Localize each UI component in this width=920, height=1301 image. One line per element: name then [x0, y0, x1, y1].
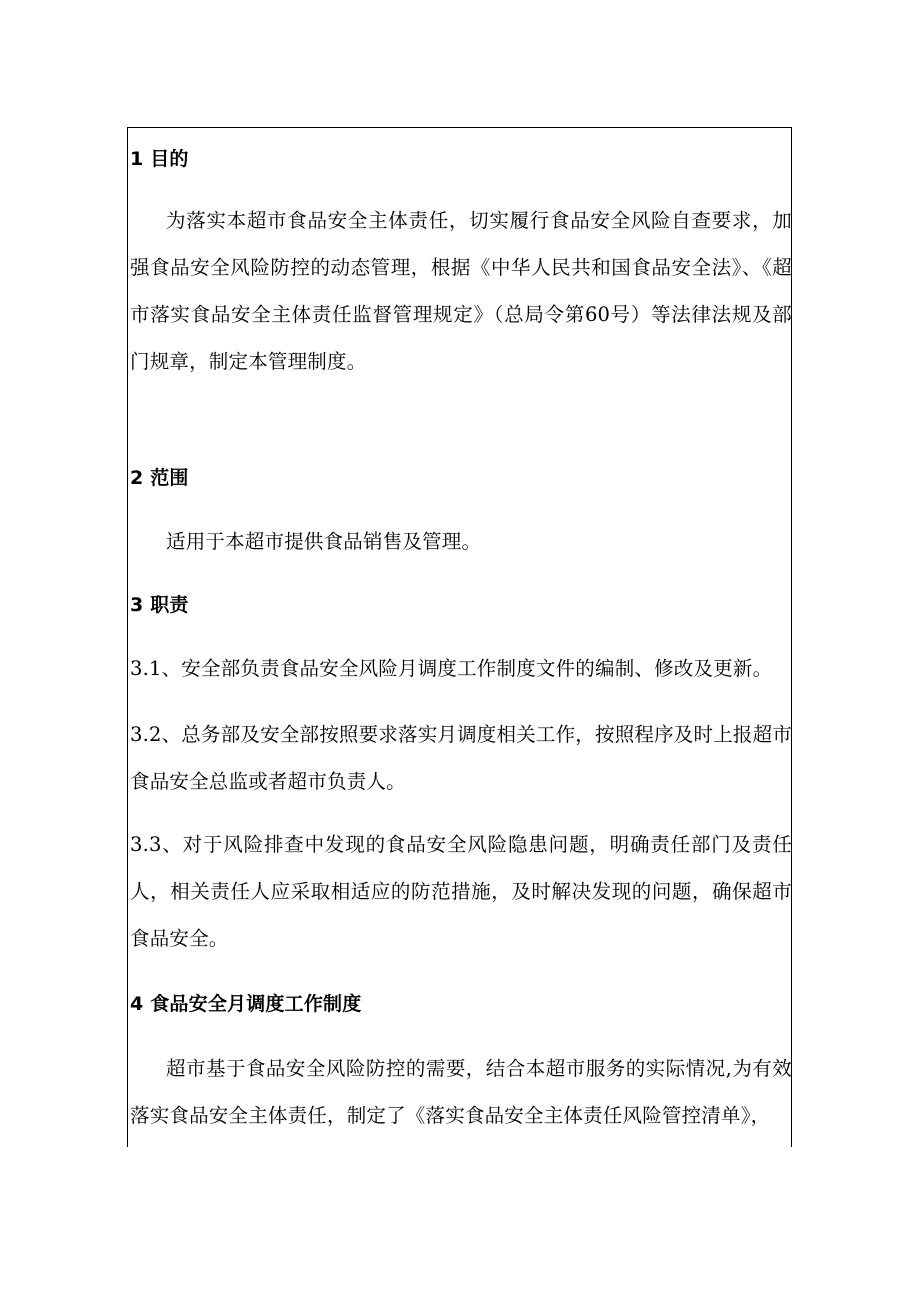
purpose-paragraph: 为落实本超市食品安全主体责任，切实履行食品安全风险自查要求，加强食品安全风险防控的动态管理，根据《中华人民共和国食品安全法》、《超市落实食品安全主体责任监督管理规定》（总局令第60号）等法律法规及部门规章，制定本管理制度。: [130, 209, 792, 373]
section-heading-monthly-dispatch: 4 食品安全月调度工作制度: [130, 993, 362, 1015]
responsibility-item-3-2: 3.2、总务部及安全部按照要求落实月调度相关工作，按照程序及时上报超市食品安全总监或者超市负责人。: [130, 723, 793, 793]
section-heading-purpose: 1 目的: [130, 148, 189, 170]
responsibility-item-3-3: 3.3、对于风险排查中发现的食品安全风险隐患问题，明确责任部门及责任人，相关责任人应采取相适应的防范措施，及时解决发现的问题，确保超市食品安全。: [130, 833, 792, 950]
responsibility-item-3-1: 3.1、安全部负责食品安全风险月调度工作制度文件的编制、修改及更新。: [130, 657, 773, 680]
scope-paragraph: 适用于本超市提供食品销售及管理。: [166, 530, 482, 553]
monthly-dispatch-paragraph: 超市基于食品安全风险防控的需要，结合本超市服务的实际情况,为有效落实食品安全主体责任，制定了《落实食品安全主体责任风险管控清单》，: [130, 1057, 792, 1127]
section-heading-scope: 2 范围: [130, 467, 189, 489]
section-heading-responsibilities: 3 职责: [130, 594, 189, 616]
